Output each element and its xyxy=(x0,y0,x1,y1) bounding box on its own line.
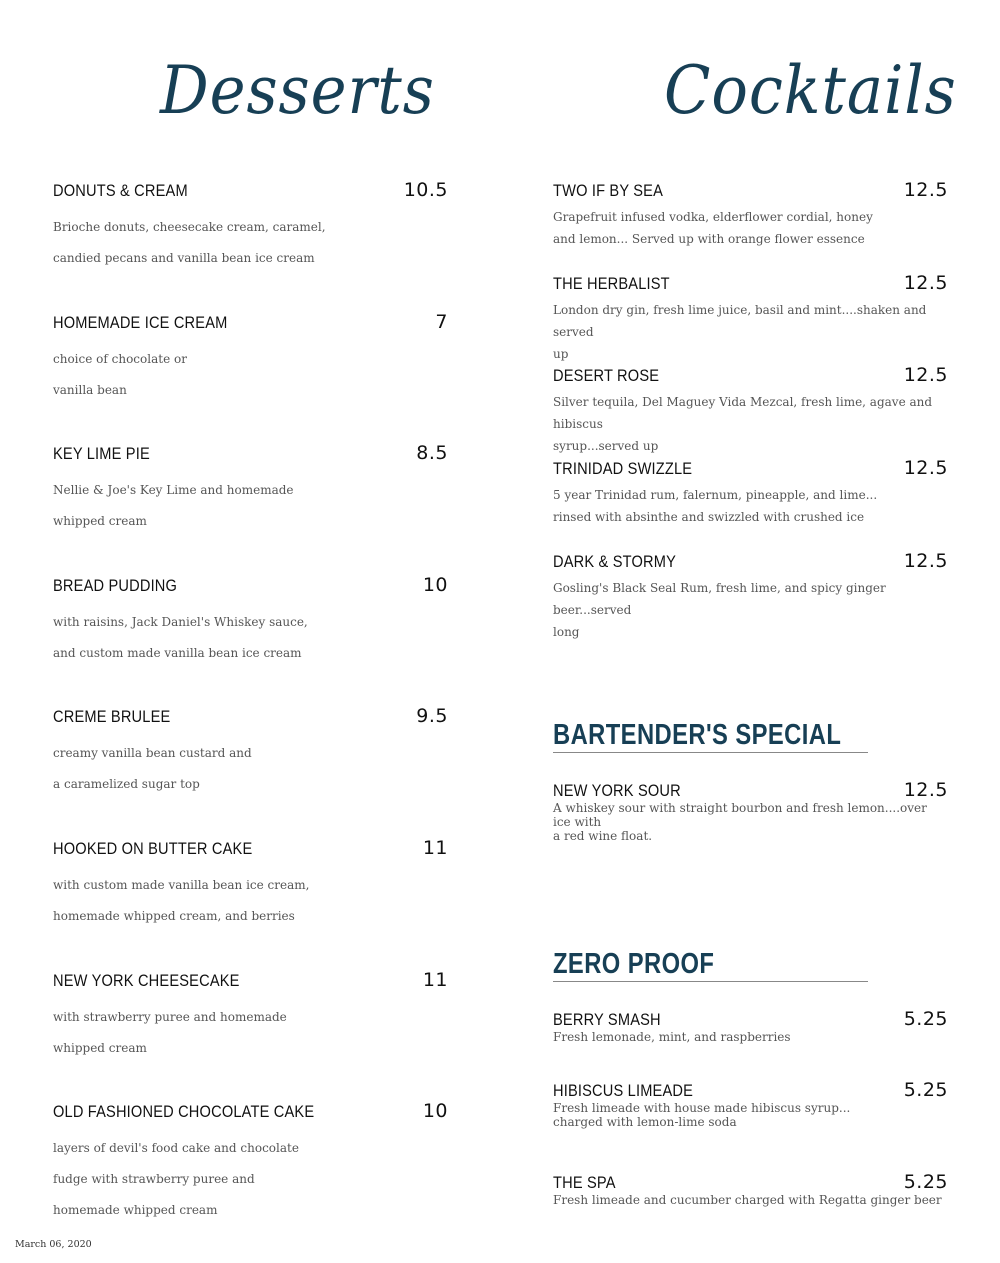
menu-item xyxy=(553,550,948,643)
menu-item xyxy=(553,1008,948,1079)
item-price: 11 xyxy=(422,968,448,991)
menu-item xyxy=(53,442,448,574)
item-name: BREAD PUDDING xyxy=(53,575,178,595)
item-description: Gosling's Black Seal Rum, fresh lime, and spicy ginger beer...served long xyxy=(553,580,886,639)
item-name: KEY LIME PIE xyxy=(53,444,150,464)
zero-proof-list xyxy=(553,1008,948,1242)
item-description: Brioche donuts, cheesecake cream, caramel, candied pecans and vanilla bean ice cream xyxy=(53,220,326,265)
item-price: 7 xyxy=(435,310,448,333)
menu-item xyxy=(53,705,448,837)
item-name: TRINIDAD SWIZZLE xyxy=(553,459,693,479)
menu-item xyxy=(553,179,948,272)
menu-item xyxy=(53,1100,448,1232)
item-description: with custom made vanilla bean ice cream, homemade whipped cream, and berries xyxy=(53,877,310,923)
item-name: DESERT ROSE xyxy=(553,366,660,386)
item-price: 12.5 xyxy=(903,549,948,572)
menu-item xyxy=(53,311,448,443)
menu-item xyxy=(553,779,948,843)
menu-item xyxy=(553,364,948,457)
item-name: NEW YORK CHEESECAKE xyxy=(53,970,240,990)
section-title: ZERO PROOF xyxy=(553,948,715,980)
item-price: 12.5 xyxy=(903,457,948,480)
menu-item xyxy=(553,1171,948,1242)
menu-item xyxy=(53,574,448,706)
menu-item xyxy=(553,457,948,550)
item-price: 10 xyxy=(422,1100,448,1123)
item-description: A whiskey sour with straight bourbon and fresh lemon....over ice with a red wine float. xyxy=(553,801,927,843)
item-description: Fresh limeade with house made hibiscus syrup... charged with lemon-lime soda xyxy=(553,1100,851,1129)
item-name: HIBISCUS LIMEADE xyxy=(553,1080,694,1100)
item-description: 5 year Trinidad rum, falernum, pineapple, and lime... rinsed with absinthe and swizzled with crushed ice xyxy=(553,488,878,525)
item-price: 12.5 xyxy=(903,364,948,387)
item-description: London dry gin, fresh lime juice, basil and mint....shaken and served up xyxy=(553,302,927,361)
item-description: Silver tequila, Del Maguey Vida Mezcal, fresh lime, agave and hibiscus syrup...served up xyxy=(553,395,933,454)
item-price: 12.5 xyxy=(903,779,948,801)
item-name: HOMEMADE ICE CREAM xyxy=(53,312,228,332)
item-name: CREME BRULEE xyxy=(53,707,171,727)
item-price: 9.5 xyxy=(416,705,448,728)
item-name: DARK & STORMY xyxy=(553,551,677,571)
bartenders-special-heading xyxy=(553,721,868,753)
item-price: 12.5 xyxy=(903,179,948,201)
item-name: HOOKED ON BUTTER CAKE xyxy=(53,838,253,858)
footer-date: March 06, 2020 xyxy=(15,1239,92,1250)
menu-item xyxy=(553,272,948,365)
desserts-list xyxy=(53,179,448,1232)
menu-item xyxy=(553,1079,948,1172)
item-description: Nellie & Joe's Key Lime and homemade whipped cream xyxy=(53,483,294,529)
item-name: THE SPA xyxy=(553,1173,616,1192)
item-name: NEW YORK SOUR xyxy=(553,781,681,800)
menu-item xyxy=(53,837,448,969)
item-price: 10.5 xyxy=(403,179,448,201)
item-name: BERRY SMASH xyxy=(553,1010,661,1029)
item-name: TWO IF BY SEA xyxy=(553,181,664,200)
item-price: 5.25 xyxy=(903,1078,948,1101)
zero-proof-heading xyxy=(553,950,868,982)
item-price: 5.25 xyxy=(903,1008,948,1030)
cocktails-list xyxy=(553,179,948,642)
item-description: layers of devil's food cake and chocolate fudge with strawberry puree and homemade whipped cream xyxy=(53,1141,299,1218)
cocktails-title: Cocktails xyxy=(664,52,957,129)
item-description: Grapefruit infused vodka, elderflower cordial, honey and lemon... Served up with orange flower essence xyxy=(553,210,873,246)
item-description: choice of chocolate or vanilla bean xyxy=(53,351,187,397)
item-price: 5.25 xyxy=(903,1171,948,1193)
item-description: Fresh lemonade, mint, and raspberries xyxy=(553,1030,791,1044)
menu-item xyxy=(53,969,448,1101)
item-description: with strawberry puree and homemade whipped cream xyxy=(53,1009,287,1055)
section-title: BARTENDER'S SPECIAL xyxy=(553,719,842,751)
item-name: DONUTS & CREAM xyxy=(53,181,188,200)
item-name: OLD FASHIONED CHOCOLATE CAKE xyxy=(53,1102,315,1122)
item-price: 10 xyxy=(422,573,448,596)
item-description: creamy vanilla bean custard and a caramelized sugar top xyxy=(53,746,252,792)
item-price: 12.5 xyxy=(903,271,948,294)
item-description: with raisins, Jack Daniel's Whiskey sauce, and custom made vanilla bean ice cream xyxy=(53,614,308,660)
menu-item xyxy=(53,179,448,311)
desserts-title: Desserts xyxy=(160,52,435,129)
item-price: 11 xyxy=(422,836,448,859)
item-price: 8.5 xyxy=(416,442,448,465)
item-name: THE HERBALIST xyxy=(553,273,670,293)
bartenders-special-list xyxy=(553,779,948,843)
item-description: Fresh limeade and cucumber charged with Regatta ginger beer xyxy=(553,1193,942,1207)
